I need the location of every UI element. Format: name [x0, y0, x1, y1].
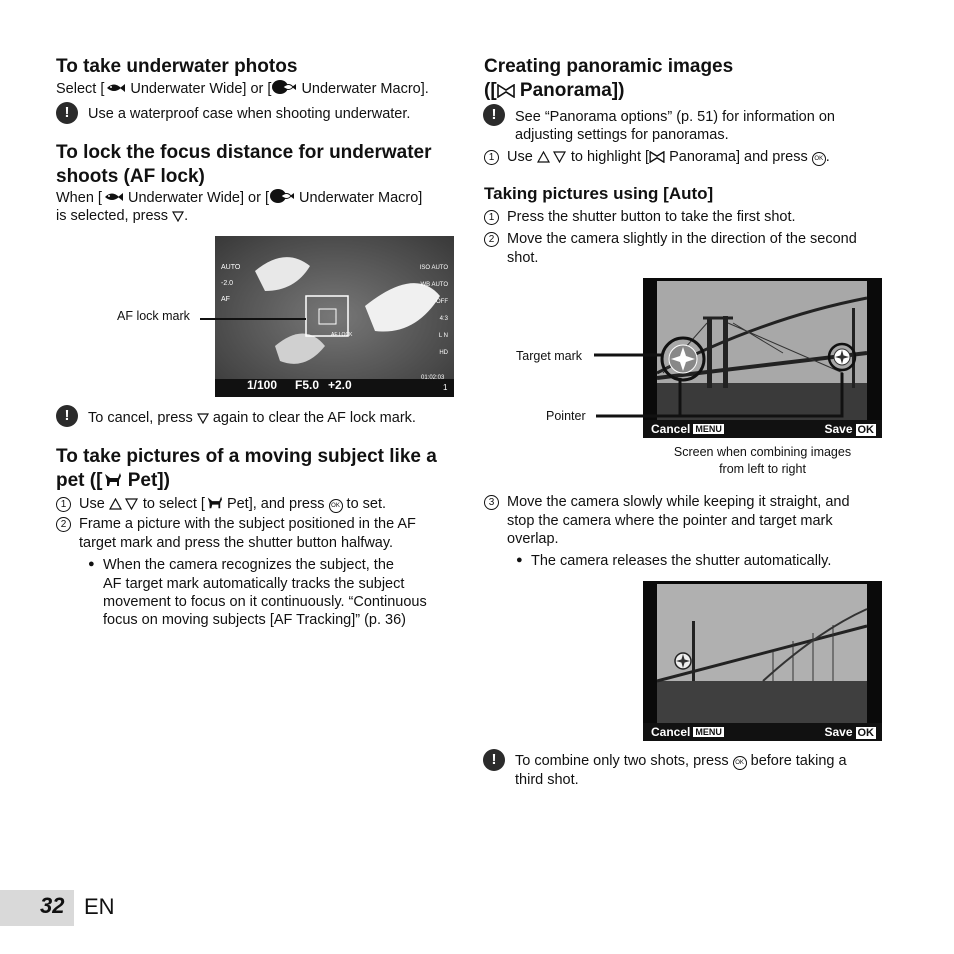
af-lock-title-line2: shoots (AF lock): [56, 166, 205, 187]
auto-step3-line2: stop the camera where the pointer and target mark: [507, 513, 833, 529]
pet-title-line1: To take pictures of a moving subject like a: [56, 446, 437, 467]
combine-caution-line1: To combine only two shots, press OK before taking a: [515, 753, 847, 769]
step-number: 2: [484, 232, 499, 247]
panorama-title-line1: Creating panoramic images: [484, 56, 734, 77]
step-number: 1: [484, 150, 499, 165]
caution-icon: !: [56, 405, 78, 427]
page-language: EN: [84, 894, 115, 919]
auto-step3: 3 Move the camera slowly while keeping it straight, and: [484, 493, 850, 512]
pet-step1: 1 Use to select [ Pet], and press OK to set.: [56, 494, 386, 514]
panorama-caution-line1: See “Panorama options” (p. 51) for information on: [515, 109, 835, 125]
caution-icon: !: [483, 104, 505, 126]
up-down-arrows-icon: [109, 498, 139, 510]
step-number: 1: [484, 210, 499, 225]
lcd-save-label: Save OK: [824, 422, 874, 436]
panorama-icon: [649, 151, 665, 163]
pet-bullet-line2: AF target mark automatically tracks the subject: [103, 576, 405, 592]
underwater-wide-icon: [102, 188, 124, 204]
pet-bullet-line1: When the camera recognizes the subject, the: [103, 557, 394, 573]
menu-button-icon: MENU: [695, 727, 722, 737]
af-lock-press-text: is selected, press .: [56, 208, 189, 224]
lcd-cancel-label: Cancel MENU: [651, 422, 722, 436]
underwater-title: To take underwater photos: [56, 56, 298, 77]
pet-bullet-line3: movement to focus on it continuously. “Continuous: [103, 594, 427, 610]
lcd-right-icons: ISO AUTO WB AUTO OFF 4:3 L N HD: [419, 265, 448, 356]
auto-title: Taking pictures using [Auto]: [484, 184, 714, 203]
auto-step3-line3: overlap.: [507, 531, 559, 547]
ok-button-icon: OK: [733, 756, 747, 770]
panorama-step1: 1 Use to highlight [ Panorama] and press OK .: [484, 148, 830, 167]
af-lock-title-line1: To lock the focus distance for underwater: [56, 142, 432, 163]
pointer-label: Pointer: [546, 409, 586, 423]
lcd-aperture: F5.0: [295, 378, 320, 392]
panorama-icon: [497, 84, 515, 98]
lcd-ev: +2.0: [328, 378, 352, 392]
auto-step2-line2: shot.: [507, 250, 539, 266]
pet-icon: [102, 470, 122, 488]
panorama-lcd-bar: [643, 723, 882, 741]
lcd-cancel-label: Cancel MENU: [651, 725, 722, 739]
page-number: 32: [40, 893, 65, 918]
combine-caution-line2: third shot.: [515, 772, 579, 788]
lcd-save-label: Save OK: [824, 725, 874, 739]
menu-button-icon: MENU: [695, 424, 722, 434]
af-lock-callout-line: [196, 312, 316, 352]
caution-icon: !: [483, 749, 505, 771]
underwater-caution-text: Use a waterproof case when shooting underwater.: [88, 106, 411, 122]
step-number: 1: [56, 497, 71, 512]
panorama-screen-2: [643, 581, 882, 741]
pet-step2-line2: target mark and press the shutter button halfway.: [79, 535, 394, 551]
down-triangle-icon: [197, 412, 209, 424]
down-triangle-icon: [172, 210, 184, 222]
af-lock-cancel-text: To cancel, press again to clear the AF lock mark.: [88, 410, 416, 426]
underwater-wide-icon: [104, 79, 126, 95]
underwater-macro-icon: [269, 188, 295, 204]
auto-bullet: The camera releases the shutter automatically.: [531, 553, 832, 569]
target-mark-icon: [672, 650, 694, 672]
af-lock-indicator: AF LOCK: [331, 332, 353, 338]
step-number: 3: [484, 495, 499, 510]
pet-title-line2: pet ([ Pet]): [56, 470, 170, 491]
panorama-callout-lines: [590, 345, 850, 425]
ok-button-icon: OK: [812, 152, 826, 166]
pet-icon: [205, 494, 223, 510]
panorama-title-line2: ([ Panorama]): [484, 80, 625, 101]
panorama-caption-line1: Screen when combining images: [673, 445, 852, 459]
underwater-select-text: Select [ Underwater Wide] or [ Underwater Macro].: [56, 81, 429, 97]
bullet-icon: ●: [88, 558, 95, 570]
bullet-icon: ●: [516, 554, 523, 566]
auto-step2: 2 Move the camera slightly in the direction of the second: [484, 230, 857, 249]
target-mark-label: Target mark: [516, 349, 582, 363]
panorama-caution-line2: adjusting settings for panoramas.: [515, 127, 729, 143]
caution-icon: !: [56, 102, 78, 124]
lcd-time: 01:02:03: [421, 375, 445, 381]
step-number: 2: [56, 517, 71, 532]
af-lock-mark-label: AF lock mark: [117, 309, 190, 323]
ok-button-icon: OK: [857, 424, 874, 436]
up-down-arrows-icon: [537, 151, 567, 163]
panorama-caption-line2: from left to right: [719, 462, 806, 476]
pet-bullet-line4: focus on moving subjects [AF Tracking]” (p. 36): [103, 612, 407, 628]
lcd-left-icons: AUTO -2.0 AF: [221, 264, 241, 303]
ok-button-icon: OK: [857, 727, 874, 739]
af-lock-when-text: When [ Underwater Wide] or [ Underwater Macro]: [56, 190, 423, 206]
lcd-shutter: 1/100: [247, 378, 278, 392]
underwater-macro-icon: [271, 79, 297, 95]
auto-step1: 1 Press the shutter button to take the first shot.: [484, 208, 796, 227]
lcd-count: 1: [443, 383, 448, 392]
ok-button-icon: OK: [329, 499, 343, 513]
pet-step2: 2 Frame a picture with the subject positioned in the AF: [56, 515, 416, 534]
